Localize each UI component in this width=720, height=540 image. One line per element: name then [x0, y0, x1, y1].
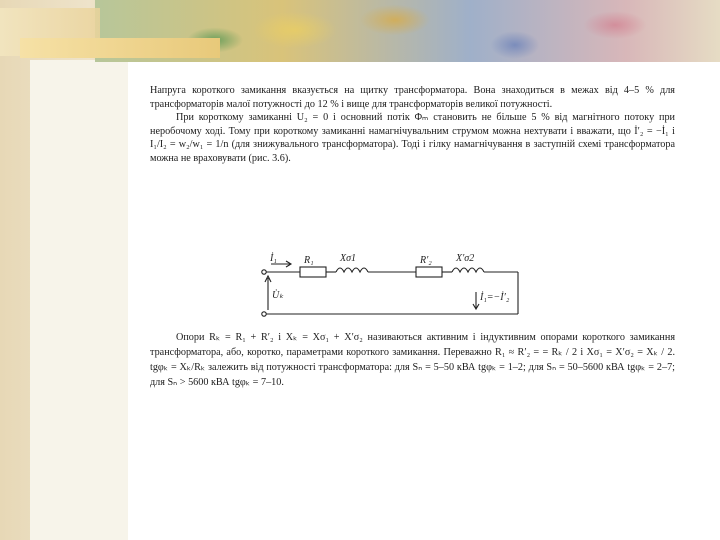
resistor-r2 — [416, 267, 442, 277]
inductor-x1 — [336, 268, 368, 272]
paragraph-3: Опори Rₖ = R₁ + R′₂ і Xₖ = Xσ₁ + X′σ₂ називаються активним і індуктивним опорами короткого замикання трансформатора, або, коротко, параметрами короткого замикання. Переважно R₁ ≈ R′₂ = = Rₖ / 2 і Xσ₁ = X′σ₂ = Xₖ / 2. tgφₖ = Xₖ/Rₖ залежить від потужності трансформатора: для Sₙ = 5–50 кВА tgφₖ = 1–2; для Sₙ = 50–5600 кВА tgφₖ = 2–7; для Sₙ > 5600 кВА tgφₖ = 7–10. — [150, 332, 675, 389]
label-x1: Xσ1 — [340, 253, 357, 264]
label-x2: X′σ2 — [456, 253, 475, 264]
paragraph-2: При короткому замиканні U₂ = 0 і основний потік Φₘ становить не більше 5 % від магнітного потоку при неробочому ході. Тому при короткому замиканні намагнічувальним струмом можна нехтувати і вважати, що İ′₂ = −İ₁ і I₁/I₂ = w₂/w₁ = 1/n (для знижувального трансформатора). Тоді і гілку намагнічування в заступній схемі трансформатора можна не враховувати (рис. 3.6). — [150, 112, 675, 164]
banner-strip — [20, 38, 220, 58]
side-panel — [30, 60, 128, 540]
label-current-i1: İ₁ — [270, 253, 277, 264]
label-r2: R′₂ — [420, 255, 432, 266]
label-current-equation: İ₁=−İ′₂ — [480, 292, 510, 303]
text-block-top — [150, 84, 675, 166]
terminal-top-left — [262, 270, 266, 274]
text-block-bottom — [150, 320, 675, 400]
equivalent-circuit-diagram — [256, 252, 556, 322]
document-page — [128, 62, 720, 540]
paragraph-1: Напруга короткого замикання вказується на щитку трансформатора. Вона знаходиться в межах від 4–5 % для трансформаторів малої потужності до 12 % і вище для трансформаторів великої потужності. — [150, 85, 675, 110]
label-r1: R₁ — [304, 255, 314, 266]
label-voltage-uk: U̇ₖ — [272, 290, 284, 301]
inductor-x2 — [452, 268, 484, 272]
resistor-r1 — [300, 267, 326, 277]
terminal-bottom-left — [262, 312, 266, 316]
